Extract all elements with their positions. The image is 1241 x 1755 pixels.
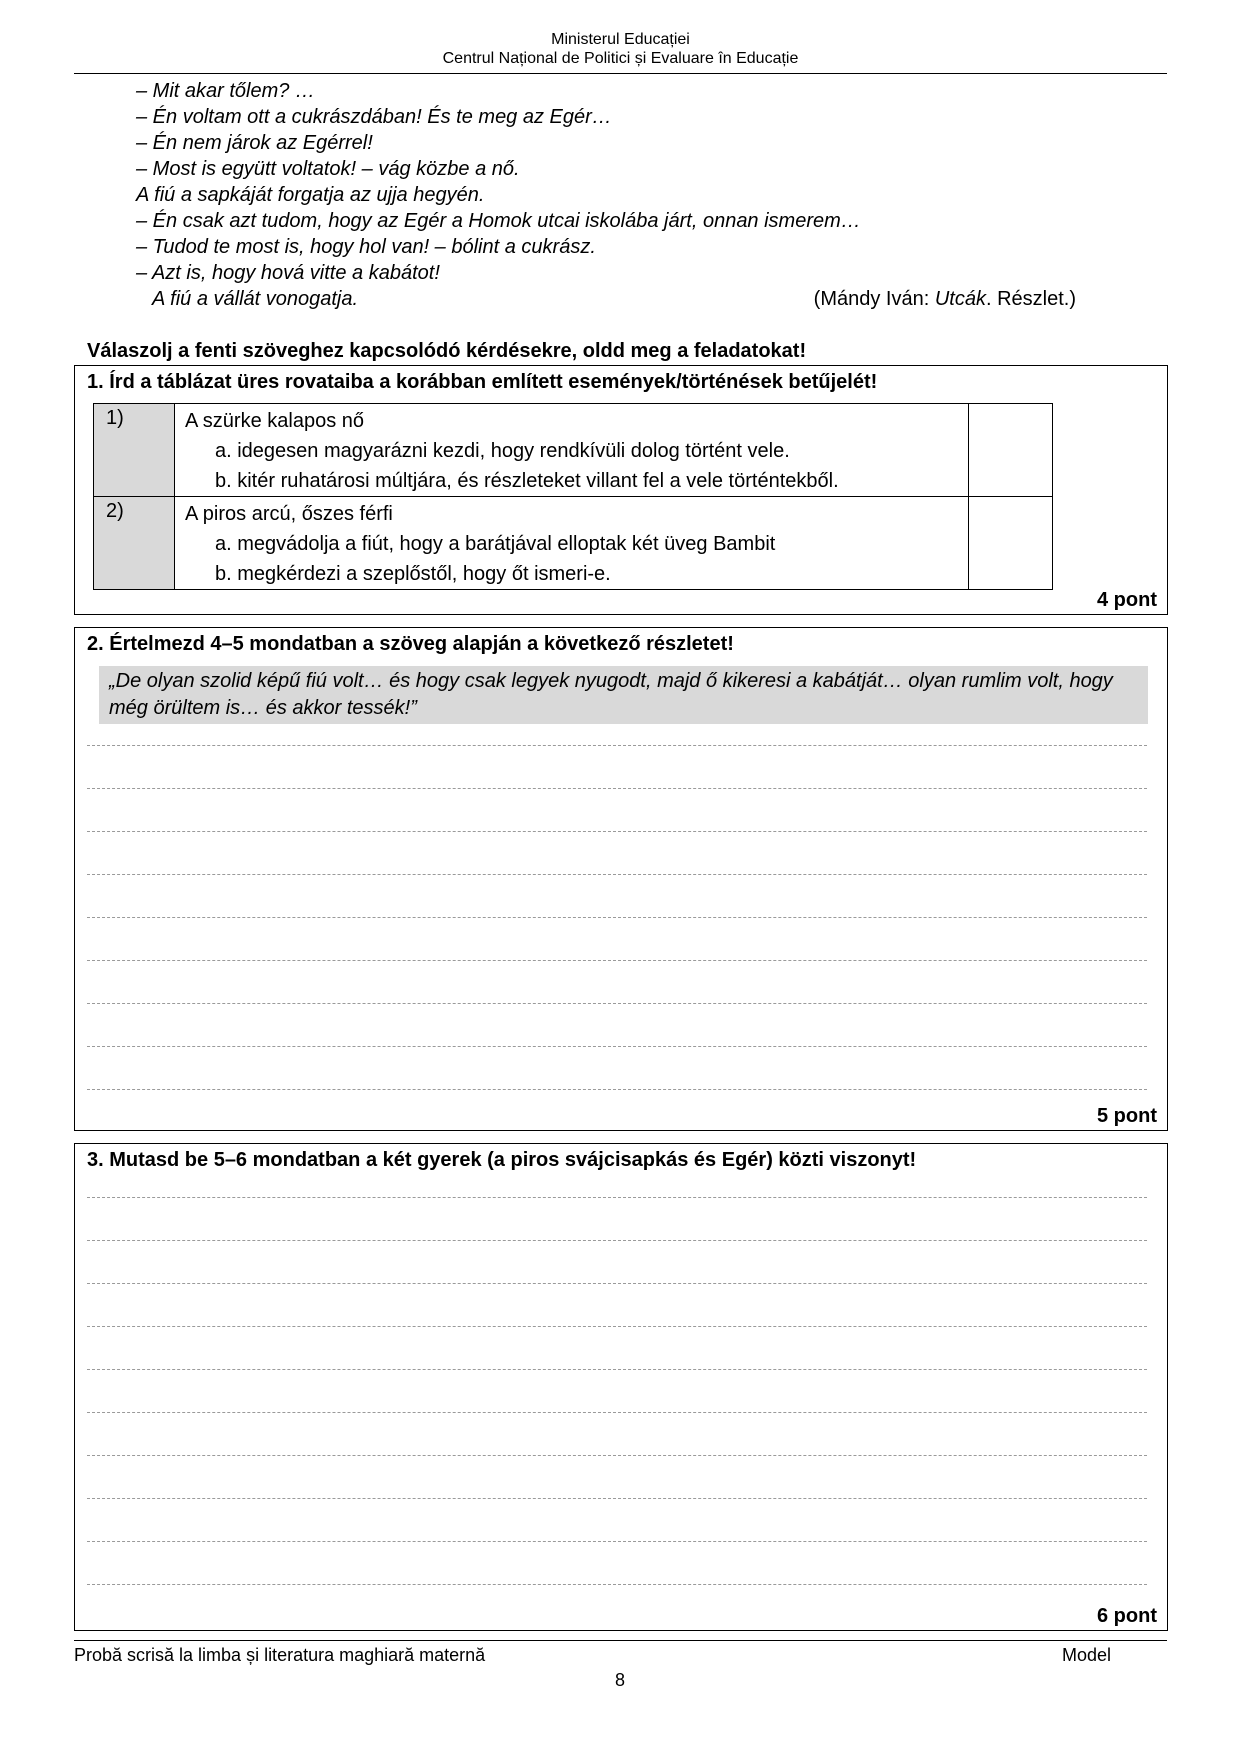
question-1-box [74,365,1168,615]
answer-line[interactable] [87,960,1147,961]
page-number: 8 [614,1670,625,1690]
answer-cell[interactable] [969,404,1053,497]
dialogue-line: – Én voltam ott a cukrászdában! És te meg az Egér… [136,106,612,128]
question-3-box [74,1143,1168,1631]
answer-line[interactable] [87,1283,1147,1284]
answer-cell[interactable] [969,497,1053,590]
option-a: a. megvádolja a fiút, hogy a barátjával elloptak két üveg Bambit [215,533,776,555]
answer-line[interactable] [87,1369,1147,1370]
dialogue-line: A fiú a sapkáját forgatja az ujja hegyén. [136,184,485,206]
answer-line[interactable] [87,745,1147,746]
answer-line[interactable] [87,1584,1147,1585]
document-header [74,30,1167,68]
question-1-title: 1. Írd a táblázat üres rovataiba a korábban említett események/történések betűjelét! [87,371,878,393]
row-number: 2) [94,497,175,590]
answer-line[interactable] [87,1046,1147,1047]
answer-line[interactable] [87,831,1147,832]
header-ministry: Ministerul Educației [551,31,690,48]
question-3-title: 3. Mutasd be 5–6 mondatban a két gyerek (a piros svájcisapkás és Egér) közti viszonyt! [87,1149,917,1171]
dialogue-last-line [136,286,1076,312]
question-2-title: 2. Értelmezd 4–5 mondatban a szöveg alapján a következő részletet! [87,633,734,655]
citation [814,286,1076,312]
dialogue-line: – Most is együtt voltatok! – vág közbe a nő. [136,158,520,180]
question-1-points: 4 pont [1097,589,1157,611]
dialogue-line: – Én nem járok az Egérrel! [136,132,373,154]
table-row [94,404,1053,497]
dialogue-line: – Mit akar tőlem? … [136,80,315,102]
answer-line[interactable] [87,917,1147,918]
dialogue-excerpt [136,78,1076,312]
answer-line[interactable] [87,1455,1147,1456]
dialogue-line: – Tudod te most is, hogy hol van! – bólint a cukrász. [136,236,596,258]
row-description [175,404,969,497]
dialogue-last-text: A fiú a vállát vonogatja. [152,288,359,310]
question-2-box [74,627,1168,1131]
row-heading: A piros arcú, őszes férfi [185,503,393,525]
quoted-excerpt: „De olyan szolid képű fiú volt… és hogy csak legyek nyugodt, majd ő kikeresi a kabátját… olyan rumlim volt, hogy még örültem is… és akkor tessék!” [99,666,1148,724]
footer-model-label: Model [1062,1645,1112,1665]
row-description [175,497,969,590]
answer-line[interactable] [87,874,1147,875]
footer-rule [74,1640,1167,1641]
answer-line[interactable] [87,1498,1147,1499]
row-number: 1) [94,404,175,497]
header-rule [74,73,1167,74]
answer-line[interactable] [87,1089,1147,1090]
answer-line[interactable] [87,1412,1147,1413]
answer-line[interactable] [87,1003,1147,1004]
answer-line[interactable] [87,1326,1147,1327]
instructions: Válaszolj a fenti szöveghez kapcsolódó kérdésekre, oldd meg a feladatokat! [87,340,807,362]
dialogue-line: – Én csak azt tudom, hogy az Egér a Homok utcai iskolába járt, onnan ismerem… [136,210,861,232]
answer-line[interactable] [87,1197,1147,1198]
citation-suffix: . Részlet.) [985,288,1076,310]
answer-line[interactable] [87,788,1147,789]
question-3-points: 6 pont [1097,1605,1157,1627]
option-b: b. megkérdezi a szeplőstől, hogy őt ismeri-e. [215,563,611,585]
answer-line[interactable] [87,1541,1147,1542]
row-heading: A szürke kalapos nő [185,410,364,432]
answer-line[interactable] [87,1240,1147,1241]
citation-work: Utcák [934,288,986,310]
footer-exam-title: Probă scrisă la limba și literatura maghiară maternă [74,1645,486,1665]
option-b: b. kitér ruhatárosi múltjára, és részleteket villant fel a vele történtekből. [215,470,839,492]
option-a: a. idegesen magyarázni kezdi, hogy rendkívüli dolog történt vele. [215,440,790,462]
dialogue-line: – Azt is, hogy hová vitte a kabátot! [136,262,440,284]
events-table [93,403,1053,590]
question-2-points: 5 pont [1097,1105,1157,1127]
header-center: Centrul Național de Politici și Evaluare în Educație [442,50,799,67]
table-row [94,497,1053,590]
citation-prefix: (Mándy Iván: [813,288,935,310]
